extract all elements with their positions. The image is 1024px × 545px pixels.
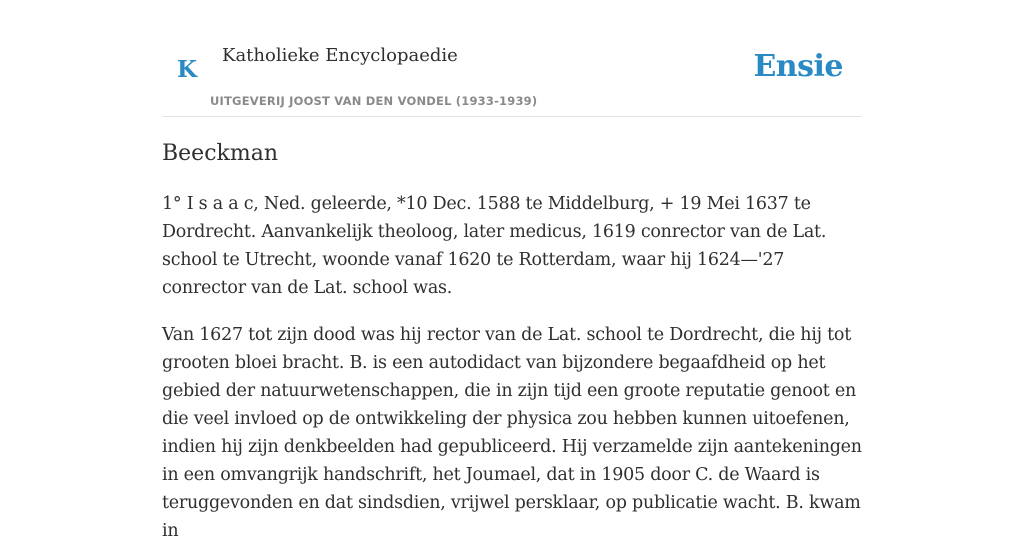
site-title-link[interactable]: Katholieke Encyclopaedie <box>222 45 458 66</box>
article <box>162 138 862 545</box>
article-paragraph: Van 1627 tot zijn dood was hij rector van de Lat. school te Dordrecht, die hij tot grooten bloei bracht. B. is een autodidact van bijzondere begaafdheid op het gebied der natuurwetenschappen, die in zijn tijd een groote reputatie genoot en die veel invloed op de ontwikkeling der physica zou hebben kunnen uitoefenen, indien hij zijn denkbeelden had gepubliceerd. Hij verzamelde zijn aantekeningen in een omvangrijk handschrift, het Joumael, dat in 1905 door C. de Waard is teruggevonden en dat sindsdien, vrijwel persklaar, op publicatie wacht. B. kwam in <box>162 325 862 541</box>
ensie-logo-link[interactable]: Ensie <box>753 49 843 84</box>
site-header <box>162 0 862 117</box>
article-paragraph: 1° I s a a c, Ned. geleerde, *10 Dec. 1588 te Middelburg, + 19 Mei 1637 te Dordrecht. Aanvankelijk theoloog, later medicus, 1619 conrector van de Lat. school te Utrecht, woonde vanaf 1620 te Rotterdam, waar hij 1624—'27 conrector van de Lat. school was. <box>162 194 827 298</box>
encyclopedia-logo[interactable]: K <box>177 56 197 83</box>
site-subtitle: UITGEVERIJ JOOST VAN DEN VONDEL (1933-1939) <box>210 94 538 108</box>
article-title: Beeckman <box>162 141 279 166</box>
